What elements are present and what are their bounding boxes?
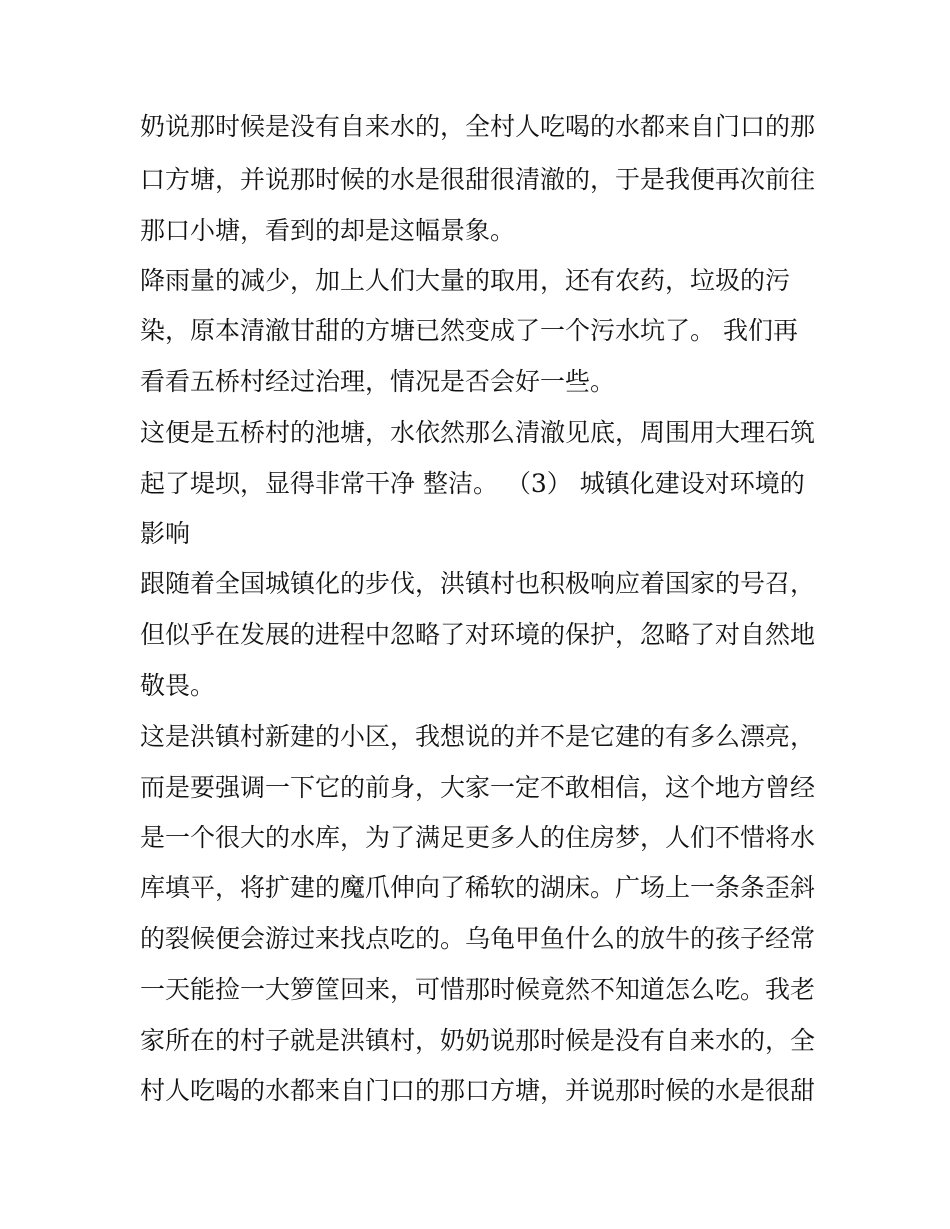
text-line: 影响	[140, 519, 191, 548]
text-line: 看看五桥村经过治理，情况是否会好一些。	[140, 367, 616, 396]
text-line: 染，原本清澈甘甜的方塘已然变成了一个污水坑了。 我们再	[140, 316, 798, 345]
text-line: 敬畏。	[140, 671, 216, 700]
text-line: 是一个很大的水库，为了满足更多人的住房梦，人们不惜将水	[140, 823, 816, 852]
text-line: 但似乎在发展的进程中忽略了对环境的保护，忽略了对自然地	[140, 620, 816, 649]
text-line: 口方塘，并说那时候的水是很甜很清澈的，于是我便再次前往	[140, 165, 816, 194]
text-line: 那口小塘，看到的却是这幅景象。	[140, 216, 516, 245]
text-line: 降雨量的减少，加上人们大量的取用，还有农药，垃圾的污	[140, 266, 791, 295]
text-line: 一天能捡一大箩筐回来，可惜那时候竟然不知道怎么吃。我老	[140, 975, 816, 1004]
text-line: 这是洪镇村新建的小区，我想说的并不是它建的有多么漂亮，	[140, 722, 816, 751]
text-line: 库填平，将扩建的魔爪伸向了稀软的湖床。广场上一条条歪斜	[140, 873, 816, 902]
text-line: 跟随着全国城镇化的步伐，洪镇村也积极响应着国家的号召，	[140, 569, 816, 598]
text-line: 家所在的村子就是洪镇村，奶奶说那时候是没有自来水的，全	[140, 1026, 816, 1055]
text-line: 奶说那时候是没有自来水的，全村人吃喝的水都来自门口的那	[140, 112, 816, 141]
text-line: 起了堤坝，显得非常干净 整洁。 （3） 城镇化建设对环境的	[140, 469, 805, 498]
text-line: 而是要强调一下它的前身，大家一定不敢相信，这个地方曾经	[140, 773, 816, 802]
text-line: 村人吃喝的水都来自门口的那口方塘，并说那时候的水是很甜	[140, 1076, 816, 1105]
text-line: 这便是五桥村的池塘，水依然那么清澈见底，周围用大理石筑	[140, 418, 816, 447]
text-line: 的裂候便会游过来找点吃的。乌龟甲鱼什么的放牛的孩子经常	[140, 924, 816, 953]
